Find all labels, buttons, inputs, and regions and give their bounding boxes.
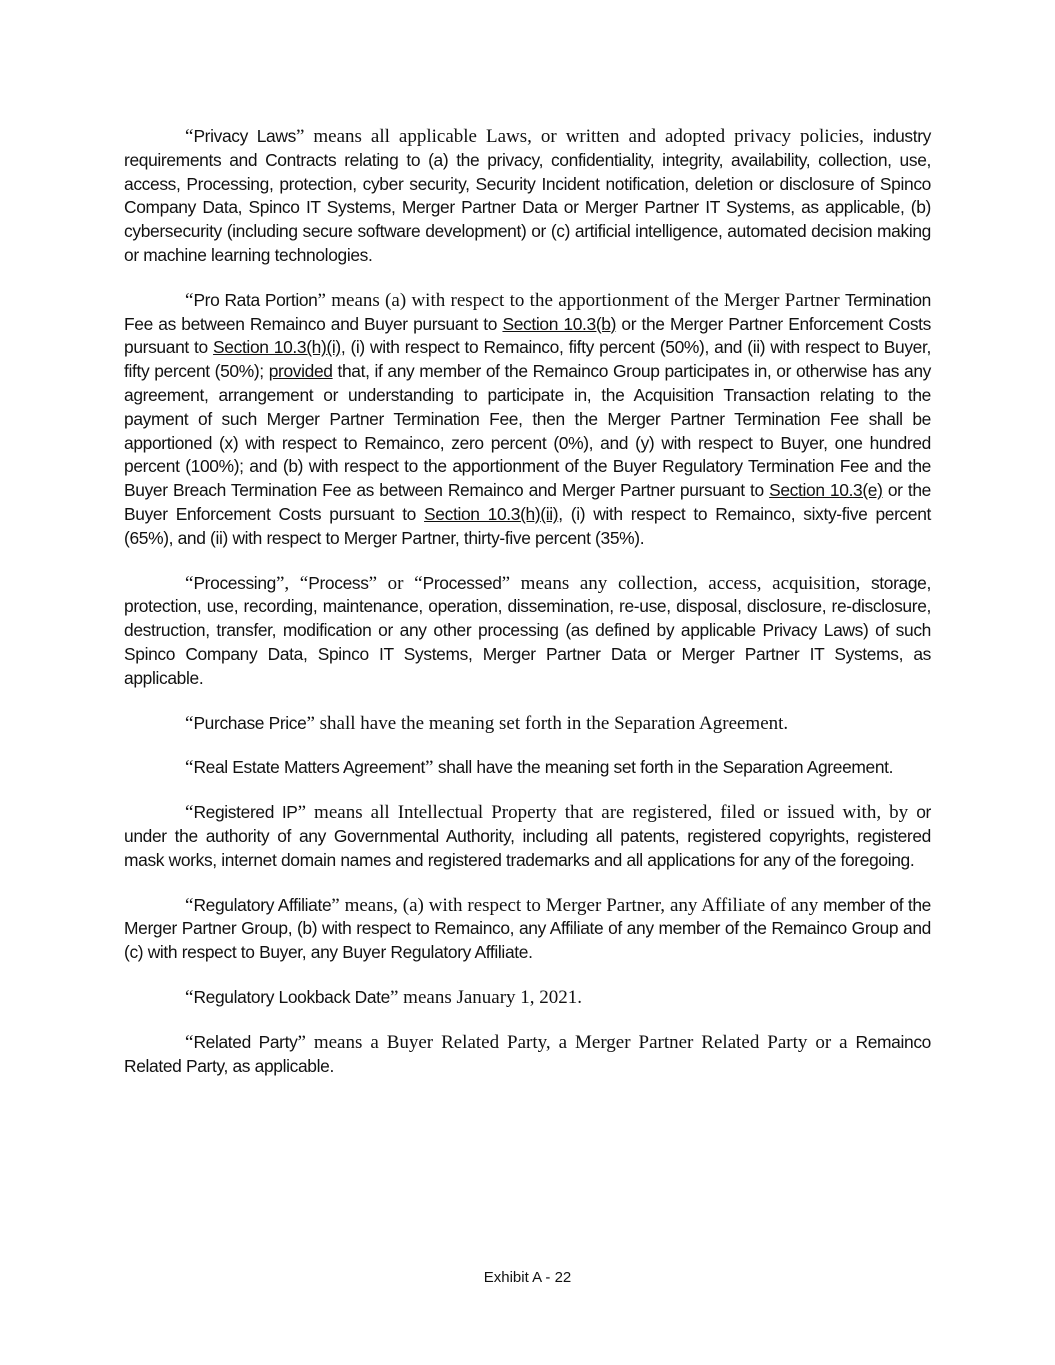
definition-real-estate-matters-agreement xyxy=(124,756,931,780)
text-segment: ”, “ xyxy=(275,572,309,594)
text-segment: “ xyxy=(185,572,194,594)
text-segment: shall have the meaning set forth in the Separation Agreement. xyxy=(433,757,894,778)
text-segment: , (i) with respect to Remainco, sixty-five percent (65%), and (ii) with respect to Merger Partner, thirty-five percent (35%). xyxy=(124,503,931,548)
defined-term: Pro Rata Portion xyxy=(193,289,318,310)
text-segment: storage, protection, use, recording, maintenance, operation, dissemination, re-use, disposal, disclosure, re-disclosure, destruction, transfer, modification or any other processing (as defined by applicable Privacy Laws) of such Spinco Company Data, Spinco IT Systems, Merger Partner Data or Merger Partner IT Systems, as applicable. xyxy=(124,572,931,688)
text-segment: Termination Fee as between Remainco and Buyer pursuant to xyxy=(124,289,931,334)
text-segment: “ xyxy=(185,1031,194,1053)
definition-registered-ip xyxy=(124,801,931,872)
definition-privacy-laws xyxy=(124,125,931,268)
section-reference: Section 10.3(e) xyxy=(769,480,883,501)
section-reference: Section 10.3(b) xyxy=(502,313,617,334)
text-segment: “ xyxy=(185,986,194,1008)
text-segment: “ xyxy=(185,712,194,734)
section-reference: provided xyxy=(268,361,333,382)
text-segment: ” means, (a) with respect to Merger Partner, any Affiliate of any xyxy=(331,894,824,916)
text-segment: ” means any collection, access, acquisition, xyxy=(501,572,871,594)
text-segment: ” means a Buyer Related Party, a Merger Partner Related Party or a xyxy=(297,1031,856,1053)
definition-processing xyxy=(124,572,931,691)
defined-term: Regulatory Affiliate xyxy=(193,894,332,915)
text-segment: member of the Merger Partner Group, (b) with respect to Remainco, any Affiliate of any member of the Remainco Group and (c) with respect to Buyer, any Buyer Regulatory Affiliate. xyxy=(124,894,931,963)
text-segment: “ xyxy=(185,802,194,824)
text-segment: Remainco Related Party, as applicable. xyxy=(124,1031,931,1076)
document-page xyxy=(124,125,931,1099)
defined-term: Registered IP xyxy=(193,802,298,823)
text-segment: “ xyxy=(185,289,194,311)
definition-regulatory-affiliate xyxy=(124,894,931,965)
definition-related-party xyxy=(124,1031,931,1079)
definition-purchase-price xyxy=(124,712,931,736)
text-segment: ” xyxy=(424,757,434,779)
text-segment: ” means (a) with respect to the apportionment of the Merger Partner xyxy=(317,289,845,311)
text-segment: or the Merger Partner Enforcement Costs pursuant to xyxy=(124,313,931,358)
defined-term: Related Party xyxy=(193,1031,298,1052)
defined-term: Regulatory Lookback Date xyxy=(193,986,390,1007)
text-segment: “ xyxy=(185,757,194,779)
text-segment: ” means all applicable Laws, or written and adopted privacy policies, xyxy=(295,126,873,147)
page-footer: Exhibit A - 22 xyxy=(483,1269,572,1286)
definition-pro-rata-portion xyxy=(124,289,931,551)
defined-term: Real Estate Matters Agreement xyxy=(193,757,425,778)
text-segment: Process xyxy=(308,572,369,593)
text-segment: ” shall have the meaning set forth in the Separation Agreement. xyxy=(306,712,789,734)
section-reference: Section 10.3(h)(ii) xyxy=(424,503,559,524)
text-segment: “ xyxy=(185,894,194,916)
text-segment: or the Buyer Enforcement Costs pursuant to xyxy=(124,480,931,524)
section-reference: Section 10.3(h)(i) xyxy=(213,337,341,358)
text-segment: ” or “ xyxy=(368,572,423,594)
text-segment: ” means January 1, 2021. xyxy=(389,986,583,1008)
text-segment: “ xyxy=(185,126,194,147)
text-segment: or under the authority of any Governmental Authority, including all patents, registered copyrights, registered mask works, internet domain names and registered trademarks and all applications for any of the foregoing. xyxy=(124,802,931,870)
defined-term: Processing xyxy=(193,572,276,593)
text-segment: industry requirements and Contracts relating to (a) the privacy, confidentiality, integrity, availability, collection, use, access, Processing, protection, cyber security, Security Incident notification, deletion or disclosure of Spinco Company Data, Spinco IT Systems, Merger Partner Data or Merger Partner IT Systems, as applicable, (b) cybersecurity (including secure software development) or (c) artificial intelligence, automated decision making or machine learning technologies. xyxy=(124,126,931,265)
text-segment: ” means all Intellectual Property that are registered, filed or issued with, by xyxy=(297,802,917,824)
text-segment: that, if any member of the Remainco Group participates in, or otherwise has any agreement, arrangement or understanding to participate in, the Acquisition Transaction relating to the payment of such Merger Partner Termination Fee, then the Merger Partner Termination Fee shall be apportioned (x) with respect to Remainco, zero percent (0%), and (y) with respect to Buyer, one hundred percent (100%); and (b) with respect to the apportionment of the Buyer Regulatory Termination Fee and the Buyer Breach Termination Fee as between Remainco and Merger Partner pursuant to xyxy=(124,361,931,501)
definition-regulatory-lookback-date xyxy=(124,986,931,1010)
text-segment: Processed xyxy=(422,572,502,593)
defined-term: Privacy Laws xyxy=(193,126,296,146)
defined-term: Purchase Price xyxy=(193,712,307,733)
text-segment: , (i) with respect to Remainco, fifty percent (50%), and (ii) with respect to Buyer, fifty percent (50%); xyxy=(124,337,931,382)
